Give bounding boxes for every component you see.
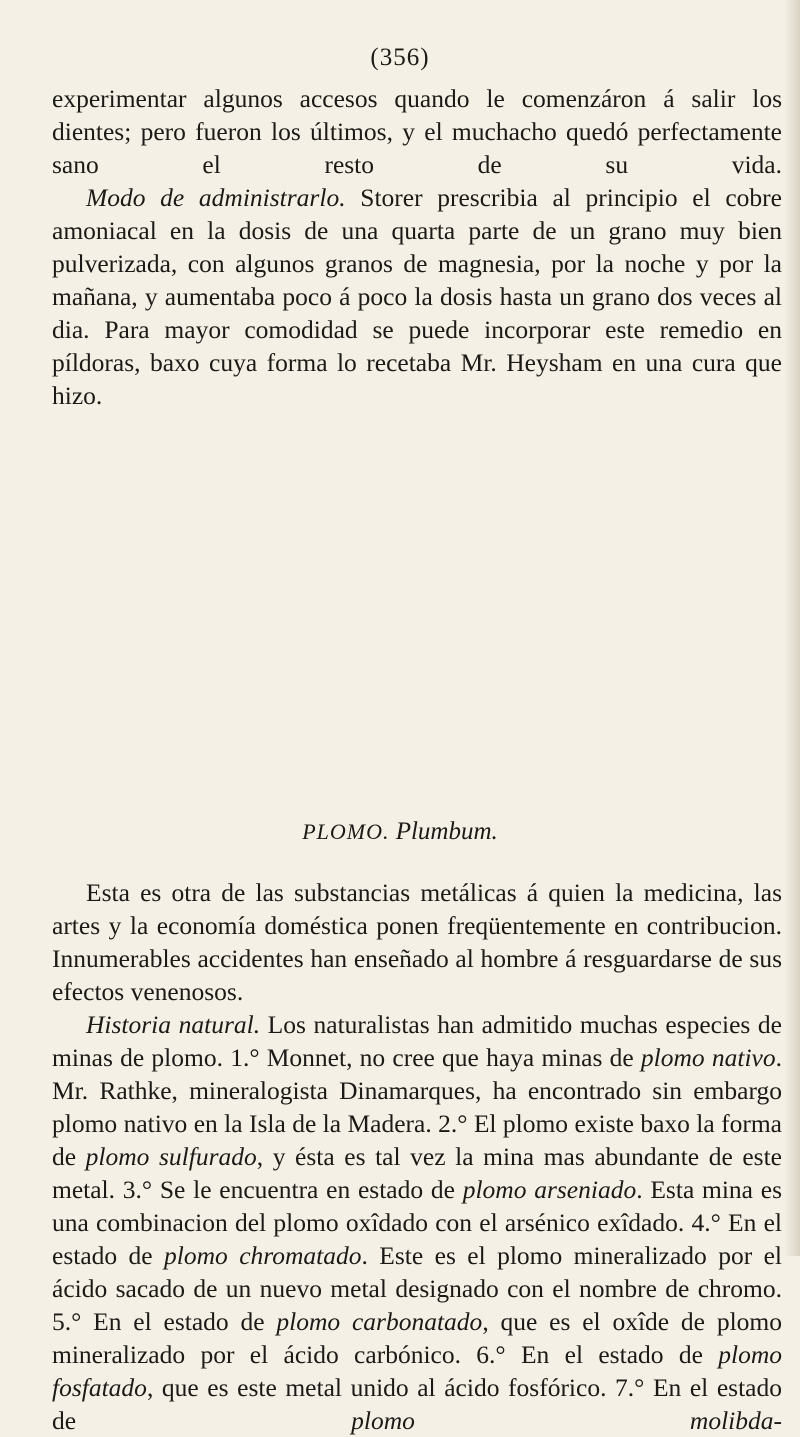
text-run: . Este es el plomo mineralizado por el ácido sacado de un nuevo metal designado con el nombre de chromo. 5.° En el estado de <box>52 1241 783 1336</box>
paragraph-text: Esta es otra de las substancias metálicas á quien la medicina, las artes y la economía doméstica ponen freqüentemente en contribucion. Innumerables accidentes han enseñado al hombre á resguardarse de sus efectos venenosos. <box>52 878 782 1006</box>
lower-text-block <box>52 876 782 1437</box>
page-number: (356) <box>370 44 430 71</box>
text-run: , y ésta es tal vez la mina mas abundante de este metal. 3.° Se le encuentra en estado de <box>52 1142 782 1204</box>
paragraph-text: Storer prescribia al principio el cobre amoniacal en la dosis de una quarta parte de un grano muy bien pulverizada, con algunos granos de magnesia, por la noche y por la mañana, y aumentaba poco á poco la dosis hasta un grano dos veces al dia. Para mayor comodidad se puede incorporar este remedio en píldoras, baxo cuya forma lo recetaba Mr. Heysham en una cura que hizo. <box>52 183 782 410</box>
text-run: . Esta mina es una combinacion del plomo oxîdado con el arsénico exîdado. 4.° En el estado de <box>52 1175 783 1270</box>
section-label-modo: Modo de administrarlo. <box>86 183 346 212</box>
italic-term: plomo carbonatado <box>276 1307 483 1336</box>
upper-text-block <box>52 82 782 412</box>
italic-term: plomo molibda- <box>351 1406 782 1435</box>
paragraph-continuation <box>52 82 782 181</box>
heading-latin: Plumbum. <box>395 818 498 845</box>
paragraph-historia-natural <box>52 1008 782 1437</box>
italic-term: plomo chromatado <box>164 1241 362 1270</box>
paragraph-text: experimentar algunos accesos quando le comenzáron á salir los dientes; pero fueron los últimos, y el muchacho quedó perfectamente sano el resto de su vida. <box>52 84 782 179</box>
text-run: . Mr. Rathke, mineralogista Dinamarques, ha encontrado sin embargo plomo nativo en la Isla de la Madera. 2.° El plomo existe baxo la forma de <box>52 1043 782 1171</box>
page-edge-shadow <box>784 0 800 1256</box>
section-label-historia: Historia natural. <box>86 1010 261 1039</box>
section-heading <box>0 818 800 846</box>
italic-term: plomo arseniado <box>462 1175 637 1204</box>
heading-title: PLOMO. <box>302 819 390 844</box>
italic-term: plomo nativo <box>640 1043 776 1072</box>
text-run: Los naturalistas han admitido muchas especies de minas de plomo. 1.° Monnet, no cree que haya minas de <box>52 1010 782 1072</box>
italic-term: plomo sulfurado <box>85 1142 257 1171</box>
paragraph-modo-de-administrarlo <box>52 181 782 412</box>
paragraph-intro-plomo <box>52 876 782 1008</box>
text-run: , que es este metal unido al ácido fosfórico. 7.° En el estado de <box>52 1373 782 1435</box>
text-run: , que es el oxîde de plomo mineralizado por el ácido carbónico. 6.° En el estado de <box>52 1307 783 1369</box>
italic-term: plomo fosfatado <box>52 1340 782 1402</box>
